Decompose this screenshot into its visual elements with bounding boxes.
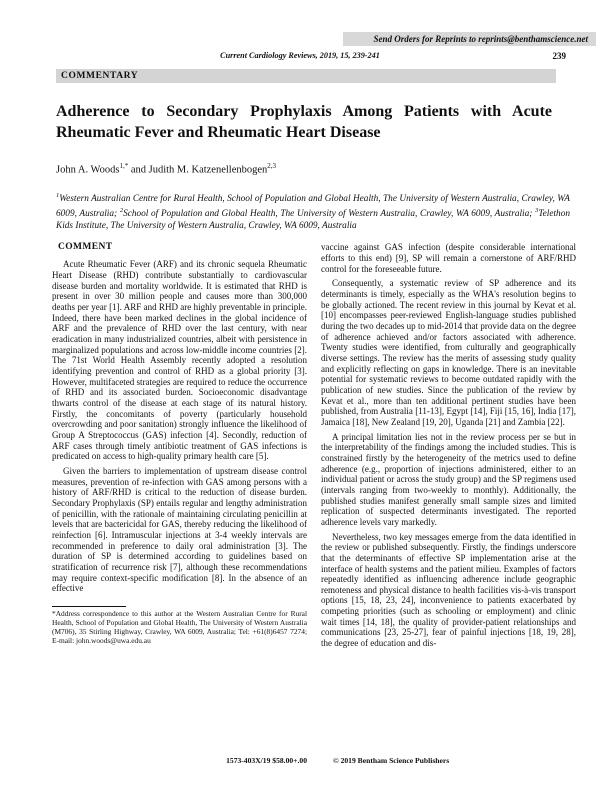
author-connector: and xyxy=(128,164,149,176)
author-2-superscript: 2,3 xyxy=(267,162,277,170)
author-line xyxy=(56,160,552,177)
correspondence-footnote: *Address correspondence to this author at the Western Australian Centre for Rural Health, School of Population and Global Health, The University of Western Australia (M706), 35 Stirling Highway, Crawley, WA 6009, Australia; Tel: +61(8)6457 7274; E-mail: john.woods@uwa.edu.au xyxy=(52,608,307,646)
affiliations xyxy=(56,190,570,233)
affiliation-1-marker: 1 xyxy=(56,191,60,199)
right-column xyxy=(321,242,576,652)
journal-page xyxy=(0,32,600,808)
article-title: Adherence to Secondary Prophylaxis Among Patients with Acute Rheumatic Fever and Rheumatic Heart Disease xyxy=(56,103,552,141)
affiliation-3: Telethon Kids Institute, The University of Western Australia, Crawley, WA 6009, Australia xyxy=(56,209,570,231)
paragraph: vaccine against GAS infection (despite considerable international efforts to this end) [9], SP will remain a cornerstone of ARF/RHD control for the foreseeable future. xyxy=(321,242,576,274)
paragraph: Acute Rheumatic Fever (ARF) and its chronic sequela Rheumatic Heart Disease (RHD) contribute substantially to cardiovascular disease burden and mortality worldwide. It is estimated that RHD is present in over 30 million people and causes more than 300,000 deaths per year [1]. ARF and RHD are highly preventable in principle. Indeed, there have been marked declines in the global incidence of ARF and the prevalence of RHD over the last century, with near eradication in many industrialized countries, albeit with persistence in marginalized populations and across low-middle income countries [2]. The 71st World Health Assembly recently adopted a resolution identifying prevention and control of RHD as a global priority [3]. However, multifaceted strategies are required to reduce the occurrence of RHD and its associated burden. Socioeconomic disadvantage thwarts control of the disease at each stage of its natural history. Firstly, the concomitants of poverty (particularly household overcrowding and poor sanitation) strongly influence the likelihood of Group A Streptococcus (GAS) infection [4]. Secondly, reduction of ARF cases through timely antibiotic treatment of GAS infections is predicated on access to high-quality primary health care [5]. xyxy=(52,259,307,462)
journal-citation-row xyxy=(0,50,600,62)
reprint-notice: Send Orders for Reprints to reprints@benthamscience.net xyxy=(343,32,596,46)
page-number: 239 xyxy=(552,51,566,61)
affiliation-2: School of Population and Global Health, The University of Western Australia, Crawley, WA 6009, Australia; xyxy=(123,209,536,220)
page-footer xyxy=(52,756,576,766)
footnote-rule xyxy=(52,606,126,607)
comment-heading: COMMENT xyxy=(58,242,113,253)
author-name-1: John A. Woods xyxy=(56,164,120,176)
issn-price: 1573-403X/19 $58.00+.00 xyxy=(226,756,307,765)
affiliation-1: Western Australian Centre for Rural Health, School of Population and Global Health, The University of Western Australia, Crawley, WA 6009, Australia; xyxy=(56,193,570,220)
copyright-notice: © 2019 Bentham Science Publishers xyxy=(333,756,450,765)
affiliation-2-marker: 2 xyxy=(119,207,124,215)
affiliation-3-marker: 3 xyxy=(535,207,539,215)
journal-citation: Current Cardiology Reviews, 2019, 15, 239-241 xyxy=(220,51,380,60)
section-banner: COMMENTARY xyxy=(56,69,556,83)
author-name-2: Judith M. Katzenellenbogen xyxy=(148,164,268,176)
left-column xyxy=(52,242,307,652)
paragraph: Given the barriers to implementation of upstream disease control measures, prevention of re-infection with GAS among persons with a history of ARF/RHD is critical to the reduction of disease burden. Secondary Prophylaxis (SP) entails regular and lengthy administration of penicillin, with the rationale of maintaining circulating penicillin at levels that are bactericidal for GAS, thereby reducing the likelihood of reinfection [6]. Intramuscular injections at 3-4 weekly intervals are recommended in preference to daily oral administration [3]. The duration of SP is determined according to guidelines based on stratification of recurrence risk [7], although these recommendations may require context-specific modification [8]. In the absence of an effective xyxy=(52,465,307,594)
paragraph: Nevertheless, two key messages emerge from the data identified in the review or published subsequently. Firstly, the findings underscore that the determinants of effective SP implementation arise at the interface of health systems and the patient milieu. Examples of factors repeatedly identified as influencing adherence include geographic remoteness and physical distance to health facilities vis-à-vis transport options [15, 18, 23, 24], inconvenience to patients exacerbated by competing priorities (such as schooling or employment) and clinic wait times [14, 18], the quality of provider-patient relationships and communications [23, 25-27], fear of painful injections [18, 19, 28], the degree of education and dis- xyxy=(321,531,576,649)
body-columns xyxy=(52,242,576,652)
paragraph: A principal limitation lies not in the review process per se but in the interpretability of the findings among the included studies. This is constrained firstly by the heterogeneity of the metrics used to define adherence (e.g., proportion of injections administered, either to an individual patient or across the study group) and the SP regimens used (intervals ranging from two-weekly to monthly). Additionally, the published studies manifest generally small sample sizes and limited replication of suspected determinants investigated. The reported adherence levels vary markedly. xyxy=(321,431,576,527)
author-1-superscript: 1,* xyxy=(119,162,129,170)
reprint-row xyxy=(0,32,600,46)
paragraph: Consequently, a systematic review of SP adherence and its determinants is timely, especially as the WHA's resolution begins to be globally actioned. The recent review in this journal by Kevat et al. [10] encompasses peer-reviewed English-language studies published during the two decades up to mid-2014 that provide data on the degree of adherence achieved and/or factors associated with adherence. Twenty studies were identified, from culturally and geographically diverse settings. The review has the merits of assessing study quality and explicitly reflecting on gaps in knowledge. There is an inevitable potential for systematic reviews to become outdated rapidly with the publication of new studies. Since the publication of the review by Kevat et al., more than ten additional pertinent studies have been published, from Australia [11-13], Egypt [14], Fiji [15, 16], India [17], Jamaica [18], New Zealand [19, 20], Uganda [21] and Zambia [22]. xyxy=(321,278,576,427)
